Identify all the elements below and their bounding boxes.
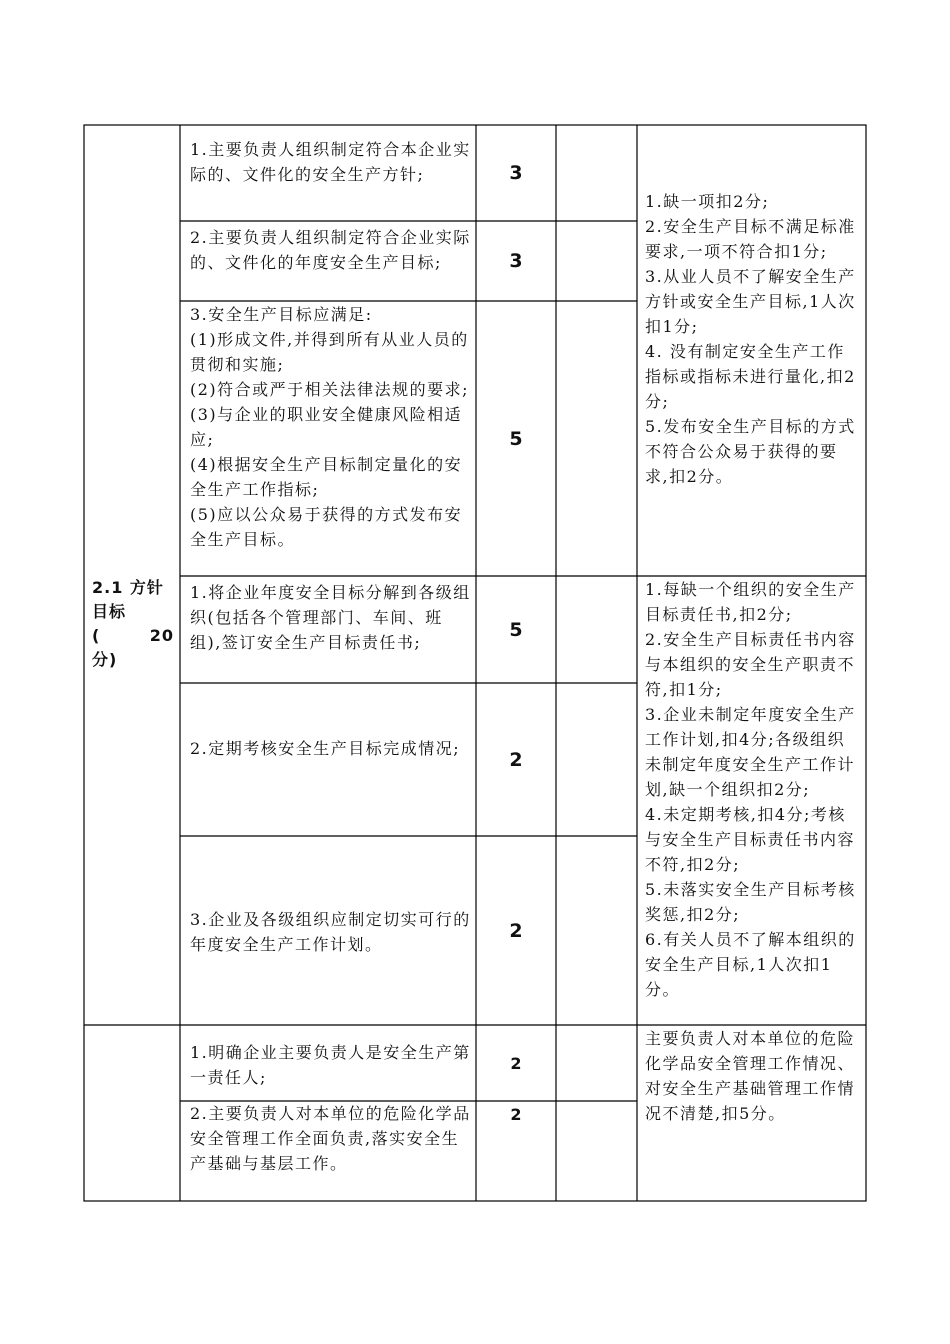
content-row-5: 2.定期考核安全生产目标完成情况; <box>190 739 461 758</box>
score-row-7: 2 <box>510 1053 522 1073</box>
score-row-5: 2 <box>509 748 523 771</box>
content-row-4: 1.将企业年度安全目标分解到各级组织(包括各个管理部门、车间、班组),签订安全生产目标责任书; <box>190 583 471 652</box>
item-line3-num: 20 <box>149 626 174 645</box>
content-row-1: 1.主要负责人组织制定符合本企业实际的、文件化的安全生产方针; <box>190 140 471 184</box>
item-line1: 2.1 方针 <box>92 578 164 597</box>
criteria-block-c: 主要负责人对本单位的危险化学品安全管理工作情况、对安全生产基础管理工作情况不清楚,扣5分。 <box>645 1029 856 1123</box>
item-line2: 目标 <box>92 602 127 621</box>
score-row-2: 3 <box>509 250 523 272</box>
score-row-3: 5 <box>509 427 523 450</box>
item-line4: 分) <box>92 650 118 669</box>
score-row-8: 2 <box>510 1105 522 1124</box>
content-row-2: 2.主要负责人组织制定符合企业实际的、文件化的年度安全生产目标; <box>190 228 471 272</box>
content-row-7: 1.明确企业主要负责人是安全生产第一责任人; <box>190 1043 471 1087</box>
criteria-block-a: 1.缺一项扣2分; 2.安全生产目标不满足标准要求,一项不符合扣1分; 3.从业人员不了解安全生产方针或安全生产目标,1人次扣1分; 4. 没有制定安全生产工作指标或指标未进行量化,扣2分; 5.发布安全生产目标的方式不符合公众易于获得的要求,扣2分。 <box>645 192 856 486</box>
score-row-4: 5 <box>509 618 523 641</box>
content-row-6: 3.企业及各级组织应制定切实可行的年度安全生产工作计划。 <box>190 910 471 954</box>
score-row-6: 2 <box>509 919 523 942</box>
item-name-2-1 <box>92 576 174 669</box>
content-row-8: 2.主要负责人对本单位的危险化学品安全管理工作全面负责,落实安全生产基础与基层工作。 <box>190 1104 471 1173</box>
item-line3-open: ( <box>92 626 101 645</box>
score-row-1: 3 <box>509 162 523 184</box>
criteria-block-b: 1.每缺一个组织的安全生产目标责任书,扣2分; 2.安全生产目标责任书内容与本组织的安全生产职责不符,扣1分; 3.企业未制定年度安全生产工作计划,扣4分;各级组织未制定年度安全生产工作计划,缺一个组织扣2分; 4.未定期考核,扣4分;考核与安全生产目标责任书内容不符,扣2分; 5.未落实安全生产目标考核奖惩,扣2分; 6.有关人员不了解本组织的安全生产目标,1人次扣1分。 <box>645 580 856 999</box>
content-row-3: 3.安全生产目标应满足: (1)形成文件,并得到所有从业人员的贯彻和实施; (2)符合或严于相关法律法规的要求; (3)与企业的职业安全健康风险相适应; (4)根据安全生产目标制定量化的安全生产工作指标; (5)应以公众易于获得的方式发布安全生产目标。 <box>190 305 470 549</box>
